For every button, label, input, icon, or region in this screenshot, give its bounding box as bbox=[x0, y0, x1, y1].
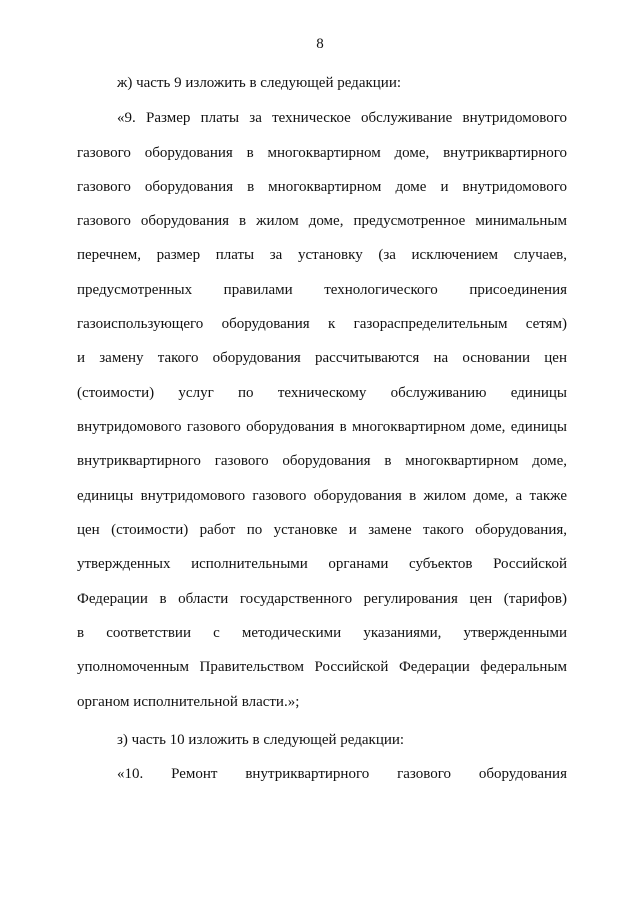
paragraph-zh-heading: ж) часть 9 изложить в следующей редакции: bbox=[117, 75, 402, 91]
text-line: предусмотренных правилами технологического присоединения bbox=[77, 282, 567, 298]
paragraph-z-heading: з) часть 10 изложить в следующей редакции: bbox=[117, 732, 405, 748]
text-line: (стоимости) услуг по техническому обслуживанию единицы bbox=[77, 385, 567, 401]
text-line: единицы внутридомового газового оборудования в жилом доме, а также bbox=[77, 488, 567, 504]
text-line: «9. Размер платы за техническое обслуживание внутридомового bbox=[117, 110, 567, 126]
text-line: внутридомового газового оборудования в многоквартирном доме, единицы bbox=[77, 419, 567, 435]
text-line: газового оборудования в многоквартирном доме, внутриквартирного bbox=[77, 145, 567, 161]
text-line: цен (стоимости) работ по установке и замене такого оборудования, bbox=[77, 522, 567, 538]
text-line: перечнем, размер платы за установку (за исключением случаев, bbox=[77, 247, 567, 263]
text-line: уполномоченным Правительством Российской Федерации федеральным bbox=[77, 659, 567, 675]
page-number: 8 bbox=[316, 36, 324, 52]
text-line: газоиспользующего оборудования к газораспределительным сетям) bbox=[77, 316, 567, 332]
text-line: и замену такого оборудования рассчитываются на основании цен bbox=[77, 350, 567, 366]
text-line: утвержденных исполнительными органами субъектов Российской bbox=[77, 556, 567, 572]
text-line: газового оборудования в многоквартирном доме и внутридомового bbox=[77, 179, 567, 195]
text-line: «10. Ремонт внутриквартирного газового оборудования bbox=[117, 766, 567, 782]
text-line: органом исполнительной власти.»; bbox=[77, 694, 300, 710]
text-line: Федерации в области государственного регулирования цен (тарифов) bbox=[77, 591, 567, 607]
text-line: в соответствии с методическими указаниями, утвержденными bbox=[77, 625, 567, 641]
text-line: газового оборудования в жилом доме, предусмотренное минимальным bbox=[77, 213, 567, 229]
text-line: внутриквартирного газового оборудования в многоквартирном доме, bbox=[77, 453, 567, 469]
